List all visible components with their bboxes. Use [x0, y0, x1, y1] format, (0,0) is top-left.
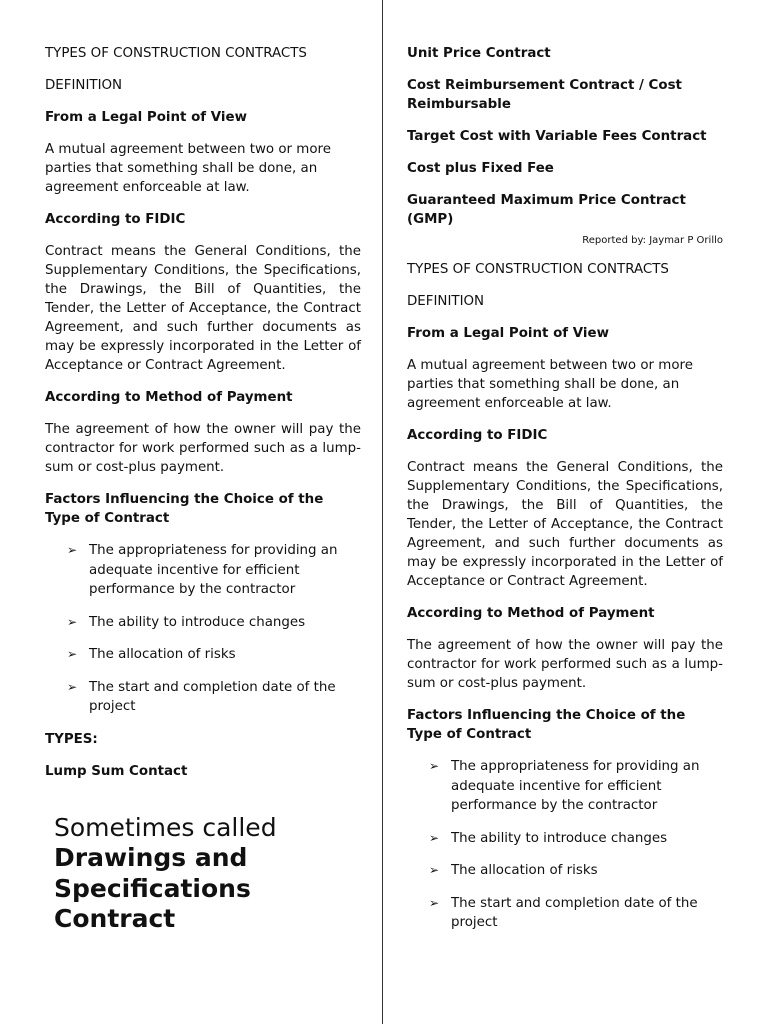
payment-text: The agreement of how the owner will pay the contractor for work performed such as a lump-sum or cost-plus payment. — [407, 638, 723, 691]
bullet-text: The allocation of risks — [89, 647, 236, 662]
legal-text: A mutual agreement between two or more parties that something shall be done, an agreement enforceable at law. — [407, 358, 693, 411]
list-item — [407, 757, 723, 816]
legal-text: A mutual agreement between two or more parties that something shall be done, an agreement enforceable at law. — [45, 142, 331, 195]
doc-title: TYPES OF CONSTRUCTION CONTRACTS — [407, 262, 669, 277]
payment-heading: According to Method of Payment — [45, 390, 293, 405]
arrow-bullet-icon: ➢ — [429, 759, 440, 773]
type-cost-reimbursement: Cost Reimbursement Contract / Cost Reimbursable — [407, 78, 682, 112]
fidic-text: Contract means the General Conditions, the Supplementary Conditions, the Specifications, the Drawings, the Bill of Quantities, the Tender, the Letter of Acceptance, the Contract Agreement, and such further documents as may be expressly incorporated in the Letter of Acceptance or Contract Agreement. — [407, 460, 723, 589]
big-callout-line1: Sometimes called — [54, 812, 277, 842]
payment-text: The agreement of how the owner will pay the contractor for work performed such as a lump-sum or cost-plus payment. — [45, 422, 361, 475]
legal-heading: From a Legal Point of View — [407, 326, 609, 341]
fidic-heading: According to FIDIC — [45, 212, 186, 227]
big-callout-line2: Drawings and Specifications Contract — [54, 843, 251, 933]
bullet-text: The ability to introduce changes — [451, 830, 668, 846]
bullet-text: The appropriateness for providing an adequate incentive for efficient performance by the contractor — [89, 543, 338, 597]
factors-heading: Factors Influencing the Choice of the Type of Contract — [407, 708, 686, 742]
type-cost-plus-fixed-fee: Cost plus Fixed Fee — [407, 161, 554, 176]
legal-heading: From a Legal Point of View — [45, 110, 247, 125]
list-item — [45, 613, 361, 633]
bullet-text: The ability to introduce changes — [89, 614, 306, 630]
column-divider — [382, 0, 383, 1024]
arrow-bullet-icon: ➢ — [429, 863, 440, 877]
left-column — [45, 44, 361, 935]
right-column — [407, 44, 723, 946]
list-item — [407, 894, 723, 933]
list-item — [45, 645, 361, 665]
definition-heading: DEFINITION — [45, 78, 123, 93]
type-unit-price: Unit Price Contract — [407, 46, 551, 61]
factors-heading: Factors Influencing the Choice of the Type of Contract — [45, 492, 324, 526]
arrow-bullet-icon: ➢ — [429, 895, 440, 910]
bullet-text: The start and completion date of the project — [89, 679, 336, 714]
list-item — [407, 829, 723, 849]
arrow-bullet-icon: ➢ — [429, 830, 440, 845]
arrow-bullet-icon: ➢ — [67, 647, 78, 661]
list-item — [45, 678, 361, 717]
big-callout — [45, 813, 361, 935]
arrow-bullet-icon: ➢ — [67, 543, 78, 557]
arrow-bullet-icon: ➢ — [67, 614, 78, 629]
payment-heading: According to Method of Payment — [407, 606, 655, 621]
bullet-text: The start and completion date of the project — [451, 895, 698, 930]
fidic-heading: According to FIDIC — [407, 428, 548, 443]
fidic-text: Contract means the General Conditions, the Supplementary Conditions, the Specifications, the Drawings, the Bill of Quantities, the Tender, the Letter of Acceptance, the Contract Agreement, and such further documents as may be expressly incorporated in the Letter of Acceptance or Contract Agreement. — [45, 244, 361, 373]
type-target-cost: Target Cost with Variable Fees Contract — [407, 129, 707, 144]
list-item — [45, 541, 361, 600]
lump-sum-heading: Lump Sum Contact — [45, 763, 188, 779]
types-heading: TYPES: — [45, 731, 98, 747]
doc-title: TYPES OF CONSTRUCTION CONTRACTS — [45, 46, 307, 61]
definition-heading: DEFINITION — [407, 294, 485, 309]
type-gmp: Guaranteed Maximum Price Contract (GMP) — [407, 193, 686, 227]
bullet-text: The allocation of risks — [451, 863, 598, 878]
reported-by: Reported by: Jaymar P Orillo — [582, 235, 723, 246]
list-item — [407, 861, 723, 881]
bullet-text: The appropriateness for providing an adequate incentive for efficient performance by the contractor — [451, 759, 700, 813]
arrow-bullet-icon: ➢ — [67, 679, 78, 694]
